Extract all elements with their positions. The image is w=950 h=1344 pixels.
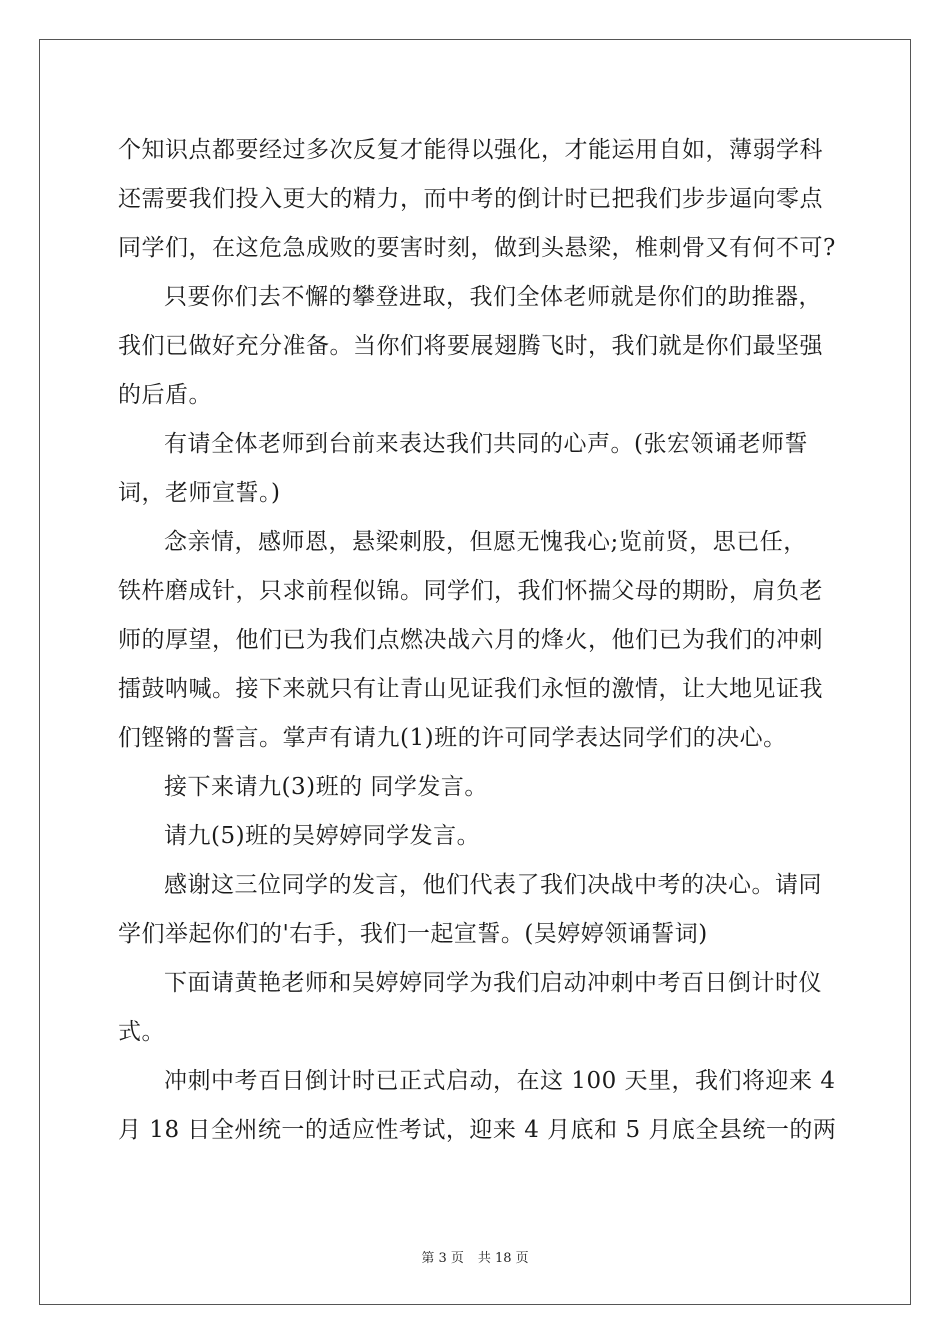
text-line: 学们举起你们的'右手，我们一起宣誓。(吴婷婷领诵誓词) xyxy=(118,921,708,947)
text-line: 式。 xyxy=(118,1019,165,1045)
text-line: 感谢这三位同学的发言，他们代表了我们决战中考的决心。请同 xyxy=(164,872,822,898)
text-line: 冲刺中考百日倒计时已正式启动，在这 100 天里，我们将迎来 4 xyxy=(164,1068,836,1094)
text-line: 擂鼓呐喊。接下来就只有让青山见证我们永恒的激情，让大地见证我 xyxy=(118,676,823,702)
text-line: 个知识点都要经过多次反复才能得以强化，才能运用自如，薄弱学科 xyxy=(118,137,823,163)
text-line: 同学们，在这危急成败的要害时刻，做到头悬梁，椎刺骨又有何不可? xyxy=(118,235,836,261)
text-line: 的后盾。 xyxy=(118,382,212,408)
text-line: 接下来请九(3)班的 同学发言。 xyxy=(164,774,488,800)
text-line: 师的厚望，他们已为我们点燃决战六月的烽火，他们已为我们的冲刺 xyxy=(118,627,823,653)
document-body xyxy=(118,126,838,1155)
text-line: 铁杵磨成针，只求前程似锦。同学们，我们怀揣父母的期盼，肩负老 xyxy=(118,578,823,604)
text-line: 有请全体老师到台前来表达我们共同的心声。(张宏领诵老师誓 xyxy=(164,431,808,457)
text-line: 只要你们去不懈的攀登进取，我们全体老师就是你们的助推器， xyxy=(164,284,822,310)
text-line: 请九(5)班的吴婷婷同学发言。 xyxy=(164,823,481,849)
text-line: 还需要我们投入更大的精力，而中考的倒计时已把我们步步逼向零点 xyxy=(118,186,823,212)
text-line: 念亲情，感师恩，悬梁刺股，但愿无愧我心;览前贤，思已任， xyxy=(164,529,807,555)
text-line: 们铿锵的誓言。掌声有请九(1)班的许可同学表达同学们的决心。 xyxy=(118,725,787,751)
text-line: 我们已做好充分准备。当你们将要展翅腾飞时，我们就是你们最坚强 xyxy=(118,333,823,359)
text-line: 下面请黄艳老师和吴婷婷同学为我们启动冲刺中考百日倒计时仪 xyxy=(164,970,822,996)
page-total: 共 18 页 xyxy=(477,1251,529,1266)
page-number: 第 3 页 xyxy=(421,1251,464,1266)
text-line: 词，老师宣誓。) xyxy=(118,480,281,506)
text-line: 月 18 日全州统一的适应性考试，迎来 4 月底和 5 月底全县统一的两 xyxy=(118,1117,837,1143)
page-footer xyxy=(0,1247,950,1266)
